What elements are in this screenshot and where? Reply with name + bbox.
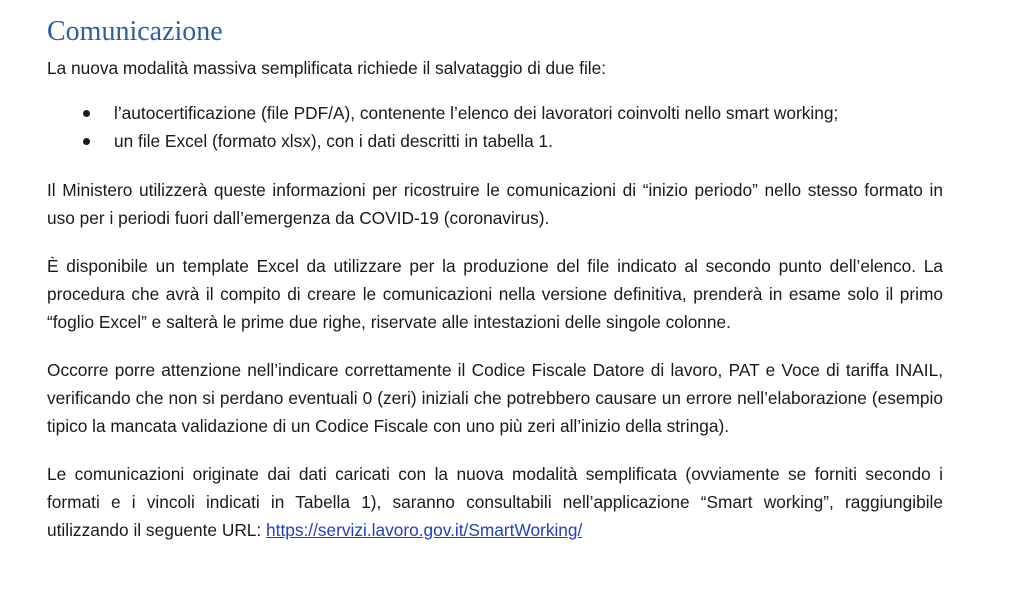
bullet-icon: [83, 138, 90, 145]
final-paragraph-text: Le comunicazioni originate dai dati caricati con la nuova modalità semplificata (ovviamente se forniti secondo i formati e i vincoli indicati in Tabella 1), saranno consultabili nell’applicazione “Smart working”, raggiungibile utilizzando il seguente URL:: [47, 464, 943, 540]
body-paragraph: È disponibile un template Excel da utilizzare per la produzione del file indicato al secondo punto dell’elenco. La procedura che avrà il compito di creare le comunicazioni nella versione definitiva, prenderà in esame solo il primo “foglio Excel” e salterà le prime due righe, riservate alle intestazioni delle singole colonne.: [47, 256, 943, 332]
list-item: [47, 99, 943, 127]
smartworking-link[interactable]: https://servizi.lavoro.gov.it/SmartWorking/: [266, 520, 583, 540]
intro-paragraph: La nuova modalità massiva semplificata richiede il salvataggio di due file:: [47, 58, 607, 78]
list-item-text: l’autocertificazione (file PDF/A), contenente l’elenco dei lavoratori coinvolti nello smart working;: [114, 103, 839, 123]
body-paragraph: Occorre porre attenzione nell’indicare correttamente il Codice Fiscale Datore di lavoro, PAT e Voce di tariffa INAIL, verificando che non si perdano eventuali 0 (zeri) iniziali che potrebbero causare un errore nell’elaborazione (esempio tipico la mancata validazione di un Codice Fiscale con uno più zeri all’inizio della stringa).: [47, 360, 943, 436]
bullet-list: [47, 99, 943, 155]
list-item: [47, 127, 943, 155]
list-item-text: un file Excel (formato xlsx), con i dati descritti in tabella 1.: [114, 131, 553, 151]
body-paragraph: Il Ministero utilizzerà queste informazioni per ricostruire le comunicazioni di “inizio periodo” nello stesso formato in uso per i periodi fuori dall’emergenza da COVID-19 (coronavirus).: [47, 180, 943, 228]
document-page: [47, 14, 943, 544]
document-title: Comunicazione: [47, 16, 223, 47]
bullet-icon: [83, 110, 90, 117]
final-paragraph: [47, 460, 943, 544]
